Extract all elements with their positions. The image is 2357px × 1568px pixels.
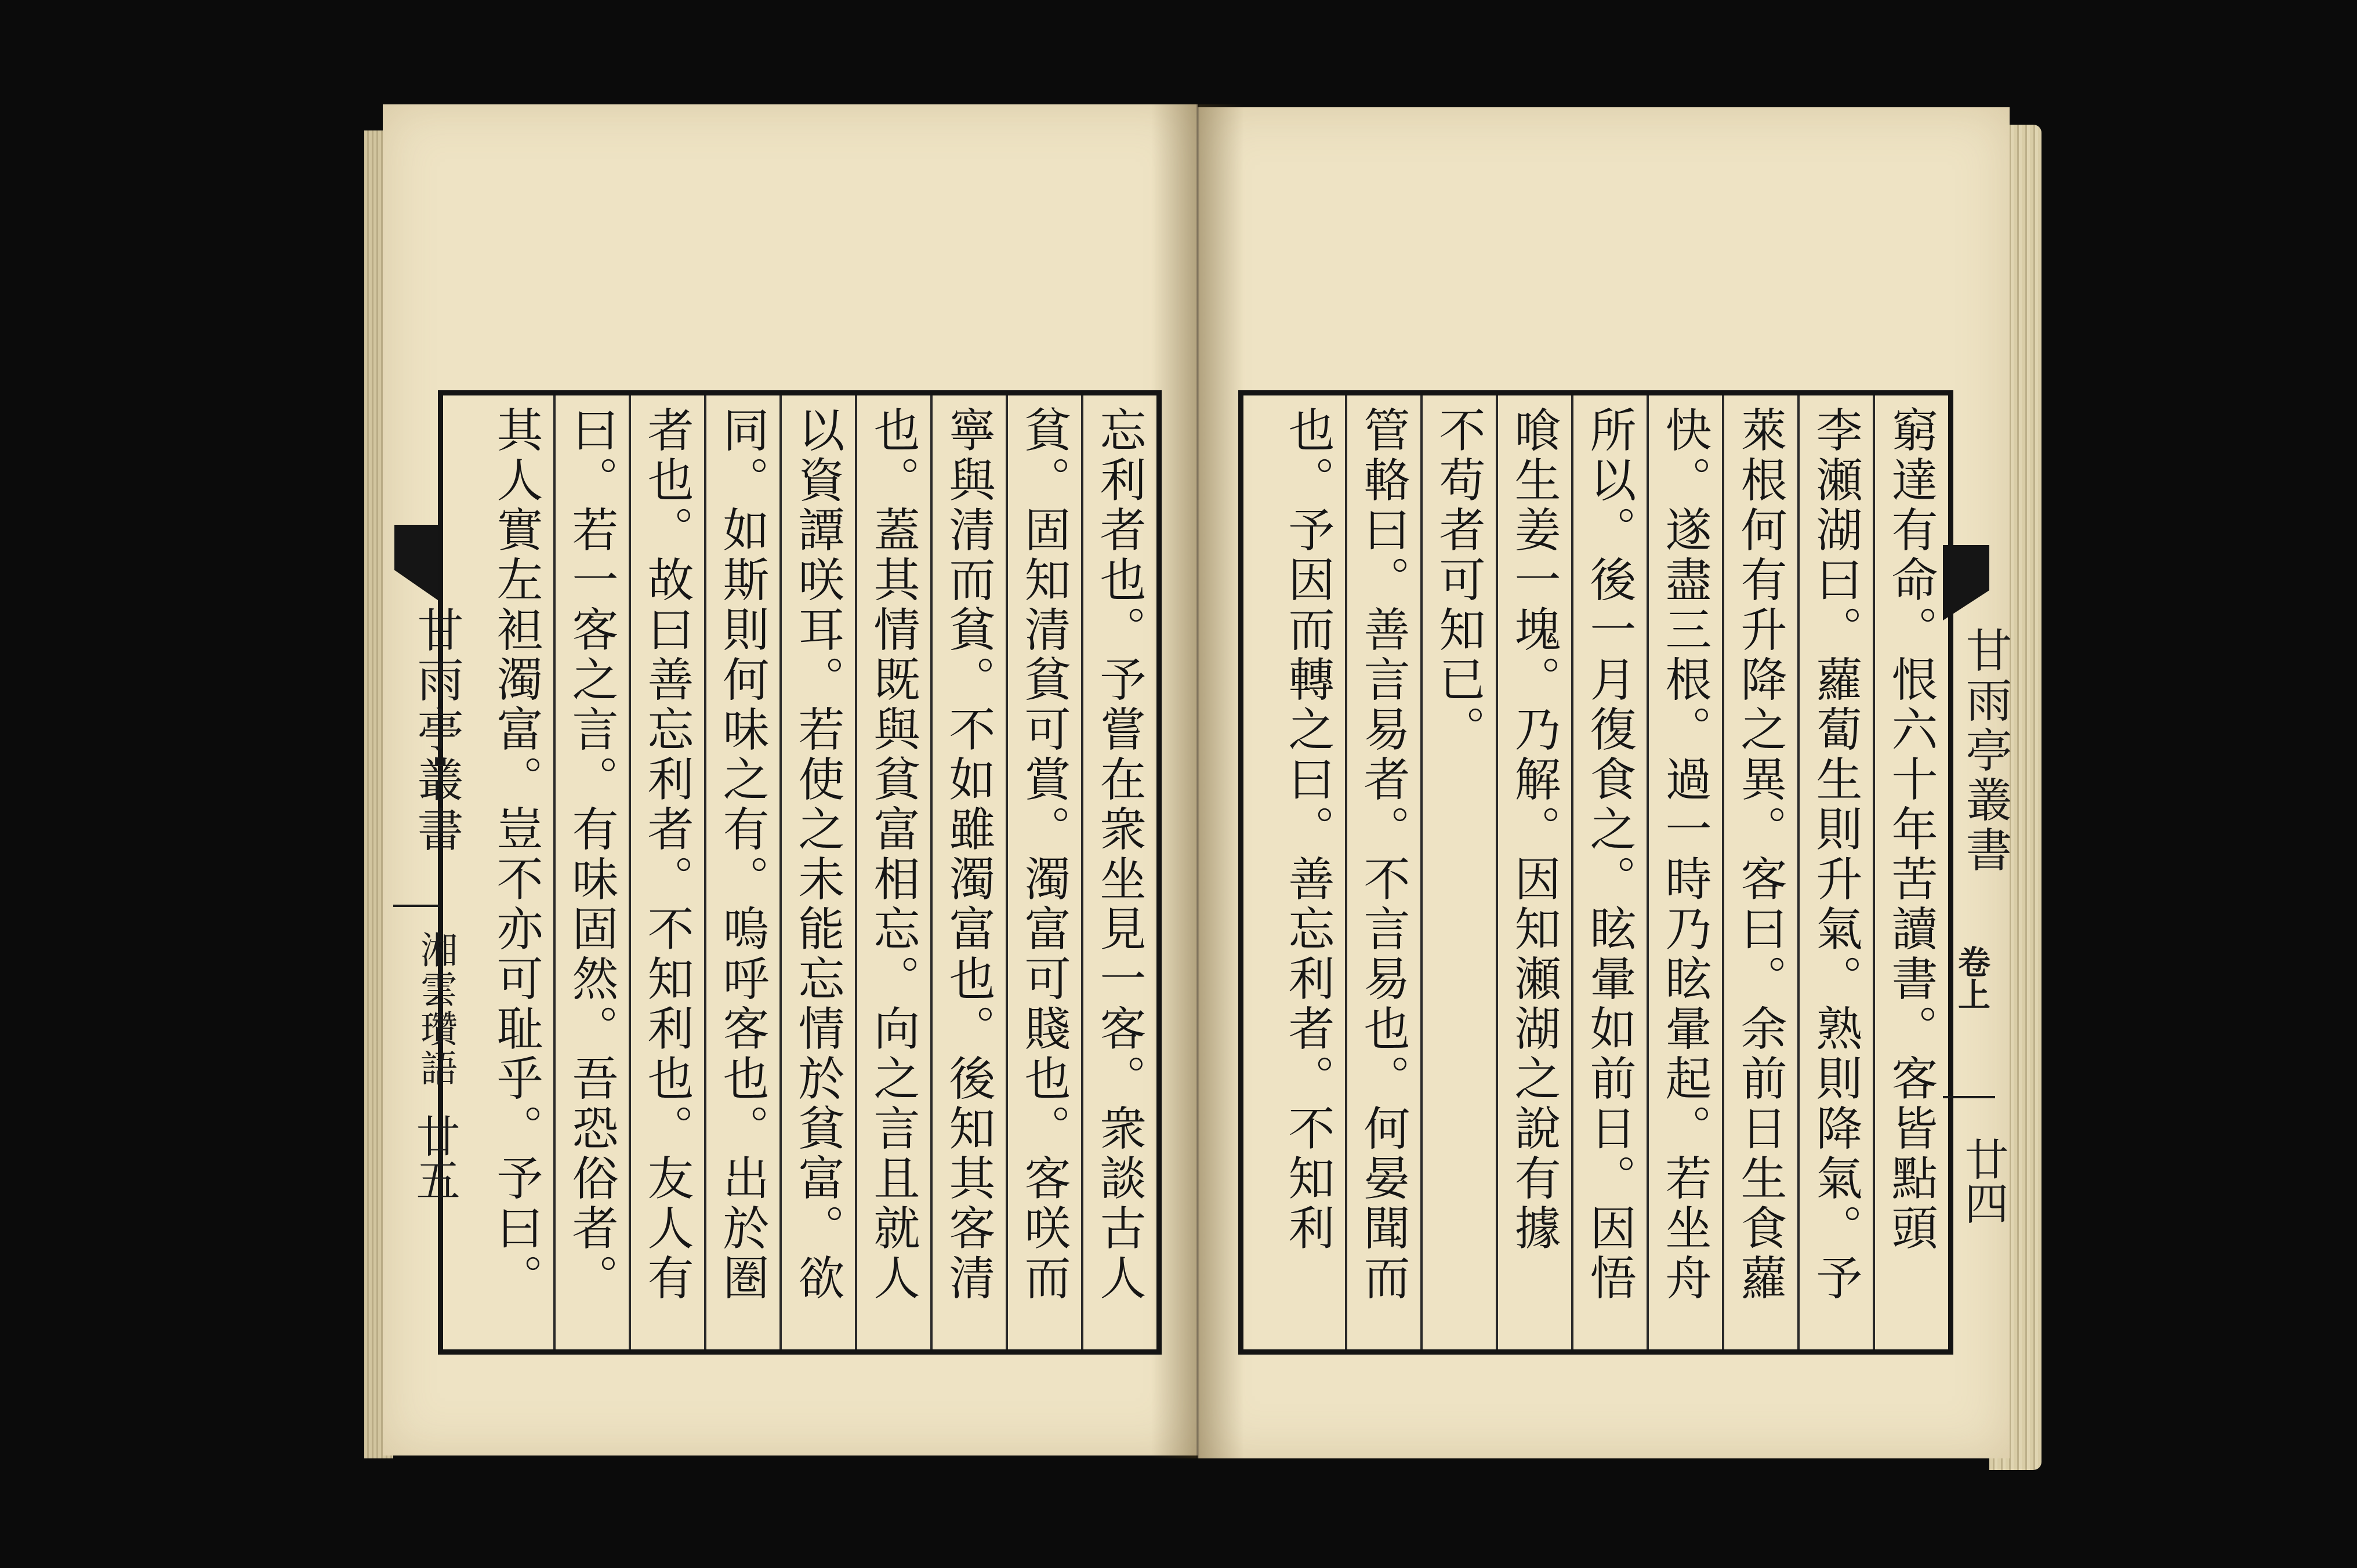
- text-column: 同。如斯則何味之有。嗚呼客也。出於圏: [704, 395, 779, 1349]
- text-column: 喰生姜一塊。乃解。因知瀬湖之說有據: [1496, 395, 1571, 1349]
- text-column: 管輅曰。善言易者。不言易也。何晏聞而: [1345, 395, 1420, 1349]
- text-column: 快。遂盡三根。過一時乃眩暈起。若坐舟: [1647, 395, 1722, 1349]
- right-margin-title: 甘雨亭叢書: [1958, 626, 2012, 876]
- text-column: 者也。故曰善忘利者。不知利也。友人有: [629, 395, 704, 1349]
- text-column: 也。蓋其情既與貧富相忘。向之言且就人: [855, 395, 930, 1349]
- left-margin-subtitle: 湘雲瓚語: [414, 931, 457, 1088]
- text-column: 以資譚咲耳。若使之未能忘情於貧富。欲: [779, 395, 855, 1349]
- right-text-frame: [1238, 390, 1953, 1355]
- margin-rule: [1943, 1096, 1995, 1098]
- text-column: 寧與清而貧。不如雖濁富也。後知其客清: [930, 395, 1006, 1349]
- text-column: 窮達有命。恨六十年苦讀書。客皆點頭: [1873, 395, 1948, 1349]
- text-column: 忘利者也。予嘗在衆坐見一客。衆談古人: [1081, 395, 1156, 1349]
- left-text-frame: [438, 390, 1162, 1355]
- text-column: 李瀬湖曰。蘿蔔生則升氣。熟則降氣。予: [1797, 395, 1873, 1349]
- margin-rule: [393, 905, 440, 907]
- text-column: 所以。後一月復食之。眩暈如前日。因悟: [1571, 395, 1647, 1349]
- text-column: 其人實左袒濁富。豈不亦可耻乎。予曰。: [489, 406, 543, 1304]
- left-margin-title: 甘雨亭叢書: [409, 606, 463, 855]
- left-folio-number: 廿五: [409, 1113, 460, 1202]
- right-juan-label: 卷上: [1953, 945, 1991, 1010]
- text-column: 萊根何有升降之異。客曰。余前日生食蘿: [1722, 395, 1797, 1349]
- text-column: 曰。若一客之言。有味固然。吾恐俗者。: [553, 395, 629, 1349]
- text-column: 也。予因而轉之曰。善忘利者。不知利: [1281, 406, 1335, 1254]
- text-column: 不苟者可知已。: [1420, 395, 1496, 1349]
- book-gutter: [1151, 104, 1244, 1458]
- right-folio-number: 廿四: [1957, 1137, 2009, 1225]
- text-column: 貧。固知清貧可賞。濁富可賤也。客咲而: [1006, 395, 1081, 1349]
